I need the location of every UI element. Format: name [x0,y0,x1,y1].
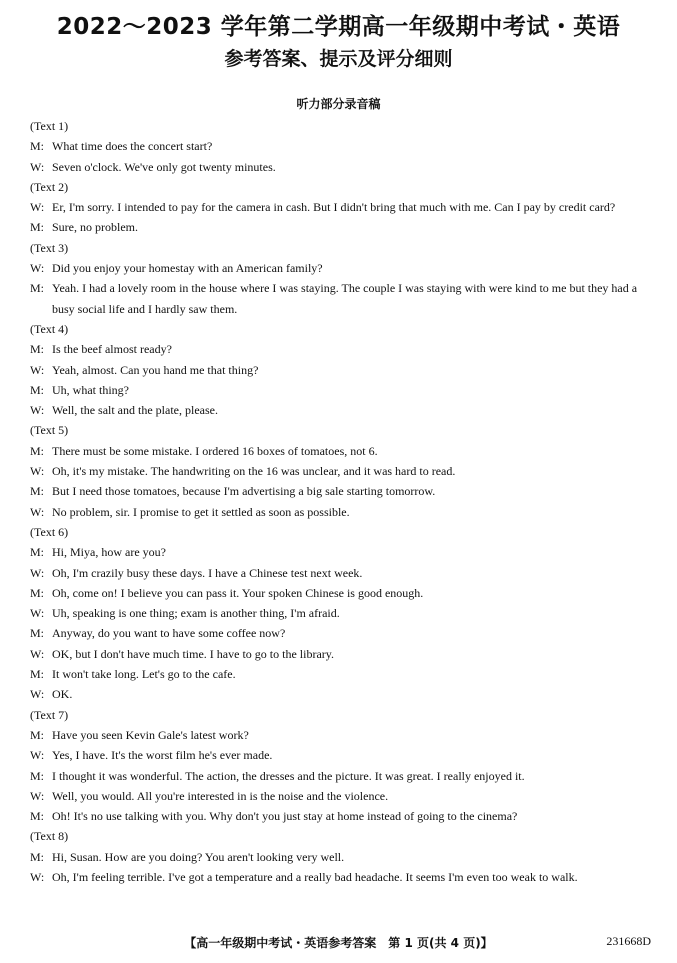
speaker-label: M: [30,484,45,499]
dialogue-text: Well, the salt and the plate, please. [52,403,218,418]
dialogue-text: No problem, sir. I promise to get it settled as soon as possible. [52,504,350,519]
text-heading: (Text 1) [30,119,69,133]
text-heading: (Text 3) [30,240,69,255]
dialogue-text: Hi, Susan. How are you doing? You aren't looking very well. [52,849,345,864]
speaker-label: M: [30,849,45,864]
speaker-label: M: [30,139,45,154]
speaker-label: M: [30,443,45,458]
speaker-label: M: [30,768,45,783]
dialogue-text: But I need those tomatoes, because I'm advertising a big sale starting tomorrow. [52,484,436,499]
speaker-label: M: [30,382,45,397]
speaker-label: M: [30,585,45,600]
speaker-label: M: [30,220,45,235]
section-title: 听力部分录音稿 [296,97,381,111]
speaker-label: W: [30,261,45,276]
dialogue-line [30,786,656,806]
dialogue-line [30,684,656,704]
speaker-label: M: [30,626,45,641]
dialogue-text: Oh, I'm feeling terrible. I've got a temperature and a really bad headache. It seems I'm even too weak to walk. [52,869,578,884]
dialogue-line [30,623,656,643]
dialogue-line [30,380,656,400]
speaker-label: M: [30,342,45,357]
dialogue-text: Oh, come on! I believe you can pass it. Your spoken Chinese is good enough. [52,585,424,600]
text-heading: (Text 4) [30,321,69,336]
dialogue-line [30,542,656,562]
dialogue-line [30,745,656,765]
speaker-label: W: [30,687,45,702]
speaker-label: M: [30,281,45,296]
dialogue-text: OK. [52,687,73,702]
dialogue-line [30,400,656,420]
dialogue-line [30,664,656,684]
document-subtitle: 参考答案、提示及评分细则 [224,48,453,70]
dialogue-text: Well, you would. All you're interested in is the noise and the violence. [52,788,389,803]
document-title: 2022～2023 学年第二学期高一年级期中考试・英语 [56,14,621,40]
dialogue-text: Did you enjoy your homestay with an American family? [52,261,323,276]
dialogue-line [30,644,656,664]
speaker-label: W: [30,646,45,661]
speaker-label: M: [30,809,45,824]
dialogue-text: OK, but I don't have much time. I have to go to the library. [52,646,334,661]
dialogue-text: Yeah, almost. Can you hand me that thing? [52,362,259,377]
dialogue-text: Sure, no problem. [52,220,138,235]
speaker-label: M: [30,727,45,742]
dialogue-text: Oh! It's no use talking with you. Why don't you just stay at home instead of going to the cinema? [52,809,518,824]
dialogue-line [30,867,656,887]
dialogue-line [30,847,656,867]
dialogue-line [30,197,656,217]
speaker-label: W: [30,869,45,884]
footer-page-info: 【高一年级期中考试・英语参考答案 第 1 页(共 4 页)】 [184,936,493,950]
dialogue-line [30,339,656,359]
dialogue-text: Yeah. I had a lovely room in the house where I was staying. The couple I was staying with were kind to me but they had a busy social life and I hardly saw them. [52,281,638,316]
dialogue-line [30,278,656,319]
dialogue-line [30,258,656,278]
dialogue-line [30,583,656,603]
dialogue-text: Oh, I'm crazily busy these days. I have a Chinese test next week. [52,565,363,580]
dialogue-text: It won't take long. Let's go to the cafe. [52,667,236,682]
text-heading: (Text 7) [30,707,69,722]
dialogue-line [30,563,656,583]
text-heading: (Text 5) [30,423,69,438]
dialogue-text: Oh, it's my mistake. The handwriting on the 16 was unclear, and it was hard to read. [52,464,456,479]
speaker-label: W: [30,504,45,519]
speaker-label: W: [30,159,45,174]
dialogue-line [30,806,656,826]
dialogue-text: Yes, I have. It's the worst film he's ever made. [52,748,273,763]
dialogue-line [30,603,656,623]
text-heading: (Text 8) [30,829,69,844]
dialogue-text: I thought it was wonderful. The action, the dresses and the picture. It was great. I really enjoyed it. [52,768,525,783]
dialogue-line [30,136,656,156]
dialogue-line [30,481,656,501]
text-heading: (Text 2) [30,179,69,194]
dialogue-text: Seven o'clock. We've only got twenty minutes. [52,159,276,174]
speaker-label: W: [30,788,45,803]
speaker-label: W: [30,748,45,763]
dialogue-line [30,441,656,461]
speaker-label: M: [30,667,45,682]
dialogue-line [30,360,656,380]
dialogue-text: Uh, what thing? [52,382,129,397]
speaker-label: W: [30,606,45,621]
dialogue-text: Have you seen Kevin Gale's latest work? [52,727,249,742]
dialogue-line [30,461,656,481]
dialogue-line [30,766,656,786]
dialogue-text: Anyway, do you want to have some coffee now? [52,626,286,641]
speaker-label: W: [30,200,45,215]
speaker-label: M: [30,545,45,560]
text-heading: (Text 6) [30,524,69,539]
dialogue-text: What time does the concert start? [52,139,213,154]
footer-code: 231668D [606,934,651,948]
dialogue-line [30,217,656,237]
dialogue-line [30,725,656,745]
transcript [30,116,656,887]
dialogue-text: Er, I'm sorry. I intended to pay for the camera in cash. But I didn't bring that much with me. Can I pay by credit card? [52,200,616,215]
speaker-label: W: [30,565,45,580]
dialogue-text: There must be some mistake. I ordered 16 boxes of tomatoes, not 6. [52,443,378,458]
dialogue-line [30,157,656,177]
speaker-label: W: [30,464,45,479]
speaker-label: W: [30,362,45,377]
dialogue-text: Is the beef almost ready? [52,342,172,357]
dialogue-text: Uh, speaking is one thing; exam is another thing, I'm afraid. [52,606,340,621]
dialogue-text: Hi, Miya, how are you? [52,545,166,560]
speaker-label: W: [30,403,45,418]
dialogue-line [30,502,656,522]
